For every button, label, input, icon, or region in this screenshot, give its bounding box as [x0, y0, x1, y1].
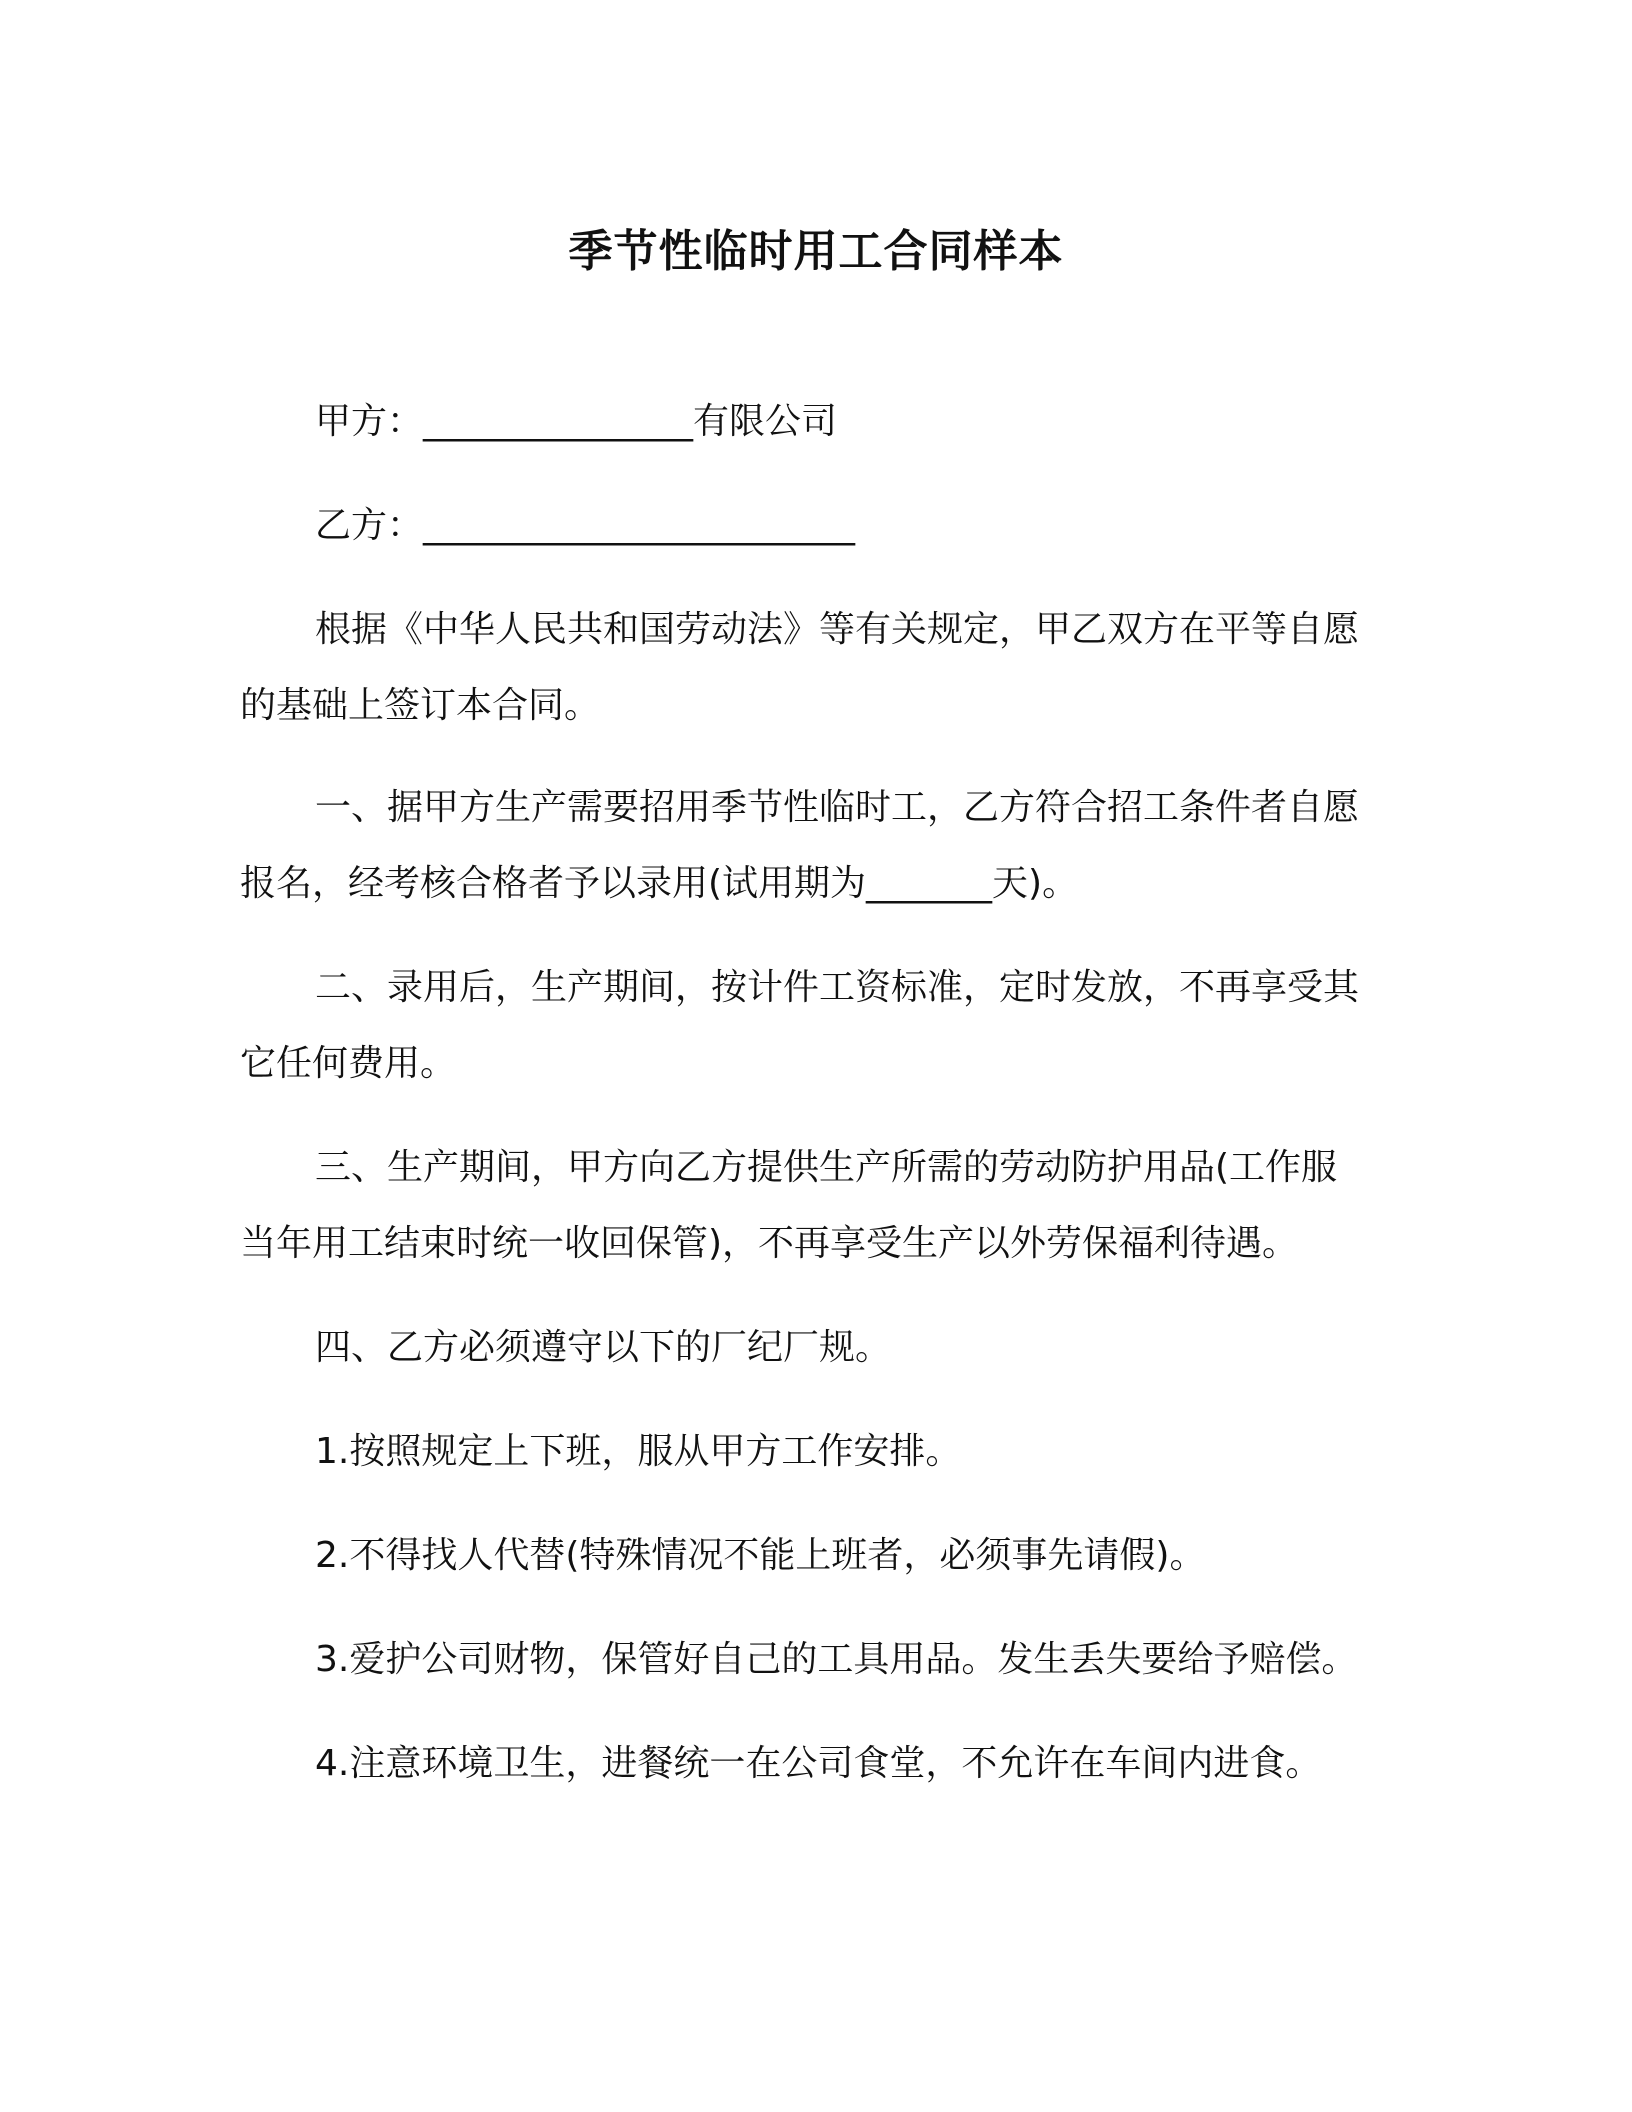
rule-4-item: 4.注意环境卫生，进餐统一在公司食堂，不允许在车间内进食。 — [315, 1743, 1322, 1784]
clause-4-paragraph: 四、乙方必须遵守以下的厂纪厂规。 — [315, 1327, 892, 1368]
clause-1-paragraph: 一、据甲方生产需要招用季节性临时工，乙方符合招工条件者自愿报名，经考核合格者予以录用(试用期为_______天)。 — [240, 787, 1360, 904]
preamble-paragraph: 根据《中华人民共和国劳动法》等有关规定，甲乙双方在平等自愿的基础上签订本合同。 — [240, 609, 1360, 726]
party-a-line: 甲方：_______________有限公司 — [315, 401, 838, 442]
rule-2-item: 2.不得找人代替(特殊情况不能上班者，必须事先请假)。 — [315, 1535, 1206, 1576]
party-b-line: 乙方：________________________ — [315, 505, 856, 546]
clause-2-paragraph: 二、录用后，生产期间，按计件工资标准，定时发放，不再享受其它任何费用。 — [240, 967, 1360, 1084]
rule-1-item: 1.按照规定上下班，服从甲方工作安排。 — [315, 1431, 962, 1472]
clause-3-paragraph: 三、生产期间，甲方向乙方提供生产所需的劳动防护用品(工作服当年用工结束时统一收回保管)，不再享受生产以外劳保福利待遇。 — [240, 1147, 1338, 1264]
document-title: 季节性临时用工合同样本 — [568, 226, 1064, 277]
rule-3-item: 3.爱护公司财物，保管好自己的工具用品。发生丢失要给予赔偿。 — [315, 1639, 1358, 1680]
